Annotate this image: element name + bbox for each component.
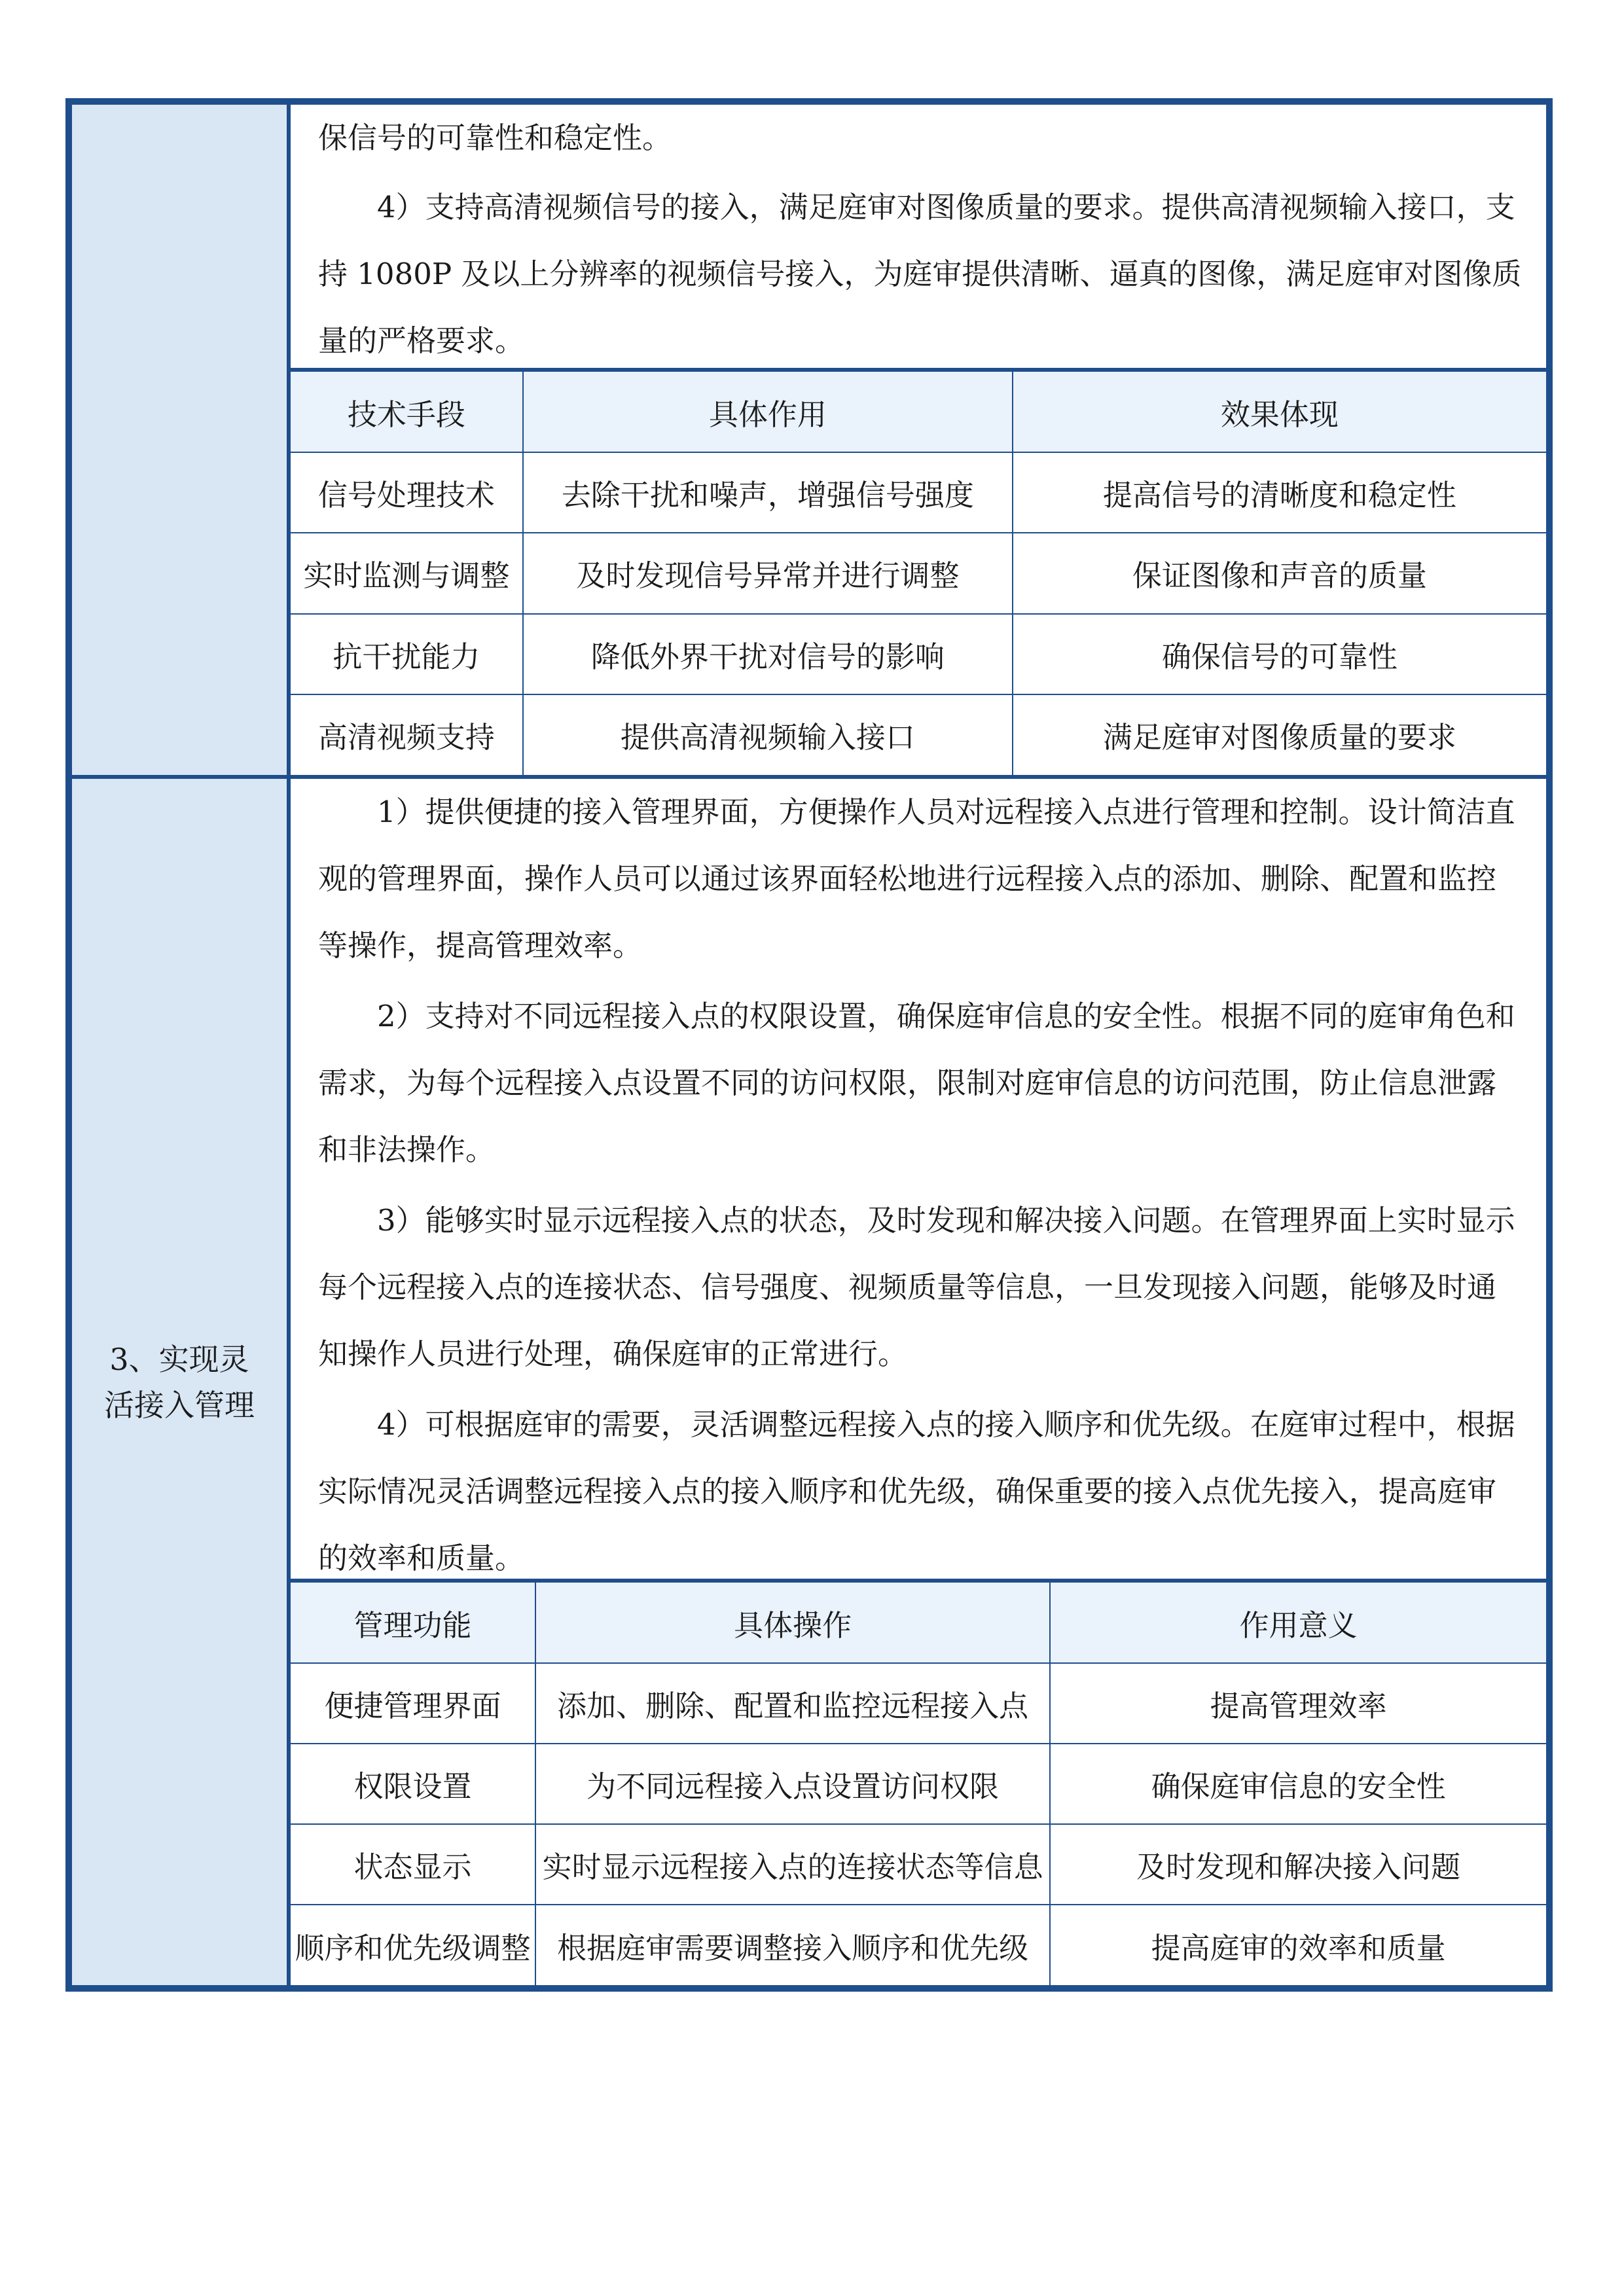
table-cell: 添加、删除、配置和监控远程接入点 bbox=[535, 1663, 1050, 1744]
table-cell: 状态显示 bbox=[291, 1824, 535, 1905]
table-row bbox=[291, 1905, 1546, 1985]
table-cell: 提高管理效率 bbox=[1050, 1663, 1546, 1744]
column-header: 技术手段 bbox=[291, 372, 523, 452]
table-cell: 实时监测与调整 bbox=[291, 533, 523, 613]
table-row bbox=[291, 452, 1546, 533]
column-header: 管理功能 bbox=[291, 1583, 535, 1663]
column-header: 作用意义 bbox=[1050, 1583, 1546, 1663]
table-header-row bbox=[291, 1583, 1546, 1663]
table-row bbox=[291, 1744, 1546, 1824]
table-cell: 顺序和优先级调整 bbox=[291, 1905, 535, 1985]
paragraph: 保信号的可靠性和稳定性。 bbox=[318, 120, 672, 155]
table-row bbox=[291, 1663, 1546, 1744]
paragraph: 3）能够实时显示远程接入点的状态，及时发现和解决接入问题。在管理界面上实时显示每个远程接入点的连接状态、信号强度、视频质量等信息，一旦发现接入问题，能够及时通知操作人员进行处理，确保庭审的正常进行。 bbox=[318, 1203, 1515, 1371]
management-function-table bbox=[291, 1583, 1546, 1985]
column-header: 具体作用 bbox=[523, 372, 1013, 452]
section-row-access-management bbox=[72, 779, 1546, 1985]
table-row bbox=[291, 1824, 1546, 1905]
table-cell: 满足庭审对图像质量的要求 bbox=[1013, 694, 1546, 775]
table-cell: 权限设置 bbox=[291, 1744, 535, 1824]
table-cell: 便捷管理界面 bbox=[291, 1663, 535, 1744]
main-table bbox=[65, 98, 1553, 1992]
section-label-cell bbox=[72, 779, 291, 1985]
table-cell: 保证图像和声音的质量 bbox=[1013, 533, 1546, 613]
section-text bbox=[291, 105, 1546, 368]
table-cell: 实时显示远程接入点的连接状态等信息 bbox=[535, 1824, 1050, 1905]
section-content-cell bbox=[291, 779, 1546, 1985]
table-cell: 确保信号的可靠性 bbox=[1013, 614, 1546, 694]
column-header: 效果体现 bbox=[1013, 372, 1546, 452]
paragraph: 2）支持对不同远程接入点的权限设置，确保庭审信息的安全性。根据不同的庭审角色和需求，为每个远程接入点设置不同的访问权限，限制对庭审信息的访问范围，防止信息泄露和非法操作。 bbox=[318, 999, 1515, 1167]
section-label: 3、实现灵活接入管理 bbox=[104, 1341, 255, 1423]
paragraph: 4）支持高清视频信号的接入，满足庭审对图像质量的要求。提供高清视频输入接口，支持 1080P 及以上分辨率的视频信号接入，为庭审提供清晰、逼真的图像，满足庭审对图像质量的严格要求。 bbox=[318, 190, 1522, 358]
table-cell: 及时发现和解决接入问题 bbox=[1050, 1824, 1546, 1905]
section-content-cell bbox=[291, 105, 1546, 775]
table-row bbox=[291, 533, 1546, 613]
paragraph: 4）可根据庭审的需要，灵活调整远程接入点的接入顺序和优先级。在庭审过程中，根据实际情况灵活调整远程接入点的接入顺序和优先级，确保重要的接入点优先接入，提高庭审的效率和质量。 bbox=[318, 1407, 1515, 1575]
table-cell: 确保庭审信息的安全性 bbox=[1050, 1744, 1546, 1824]
section-row-signal bbox=[72, 105, 1546, 779]
column-header: 具体操作 bbox=[535, 1583, 1050, 1663]
table-row bbox=[291, 694, 1546, 775]
table-cell: 信号处理技术 bbox=[291, 452, 523, 533]
table-cell: 抗干扰能力 bbox=[291, 614, 523, 694]
section-text bbox=[291, 779, 1546, 1579]
table-cell: 提高信号的清晰度和稳定性 bbox=[1013, 452, 1546, 533]
table-cell: 提高庭审的效率和质量 bbox=[1050, 1905, 1546, 1985]
table-cell: 降低外界干扰对信号的影响 bbox=[523, 614, 1013, 694]
table-cell: 为不同远程接入点设置访问权限 bbox=[535, 1744, 1050, 1824]
table-cell: 高清视频支持 bbox=[291, 694, 523, 775]
table-cell: 去除干扰和噪声，增强信号强度 bbox=[523, 452, 1013, 533]
table-cell: 提供高清视频输入接口 bbox=[523, 694, 1013, 775]
section-label-cell-empty bbox=[72, 105, 291, 775]
table-header-row bbox=[291, 372, 1546, 452]
tech-means-table bbox=[291, 372, 1546, 775]
table-cell: 及时发现信号异常并进行调整 bbox=[523, 533, 1013, 613]
table-cell: 根据庭审需要调整接入顺序和优先级 bbox=[535, 1905, 1050, 1985]
table-row bbox=[291, 614, 1546, 694]
paragraph: 1）提供便捷的接入管理界面，方便操作人员对远程接入点进行管理和控制。设计简洁直观的管理界面，操作人员可以通过该界面轻松地进行远程接入点的添加、删除、配置和监控等操作，提高管理效率。 bbox=[318, 795, 1515, 963]
